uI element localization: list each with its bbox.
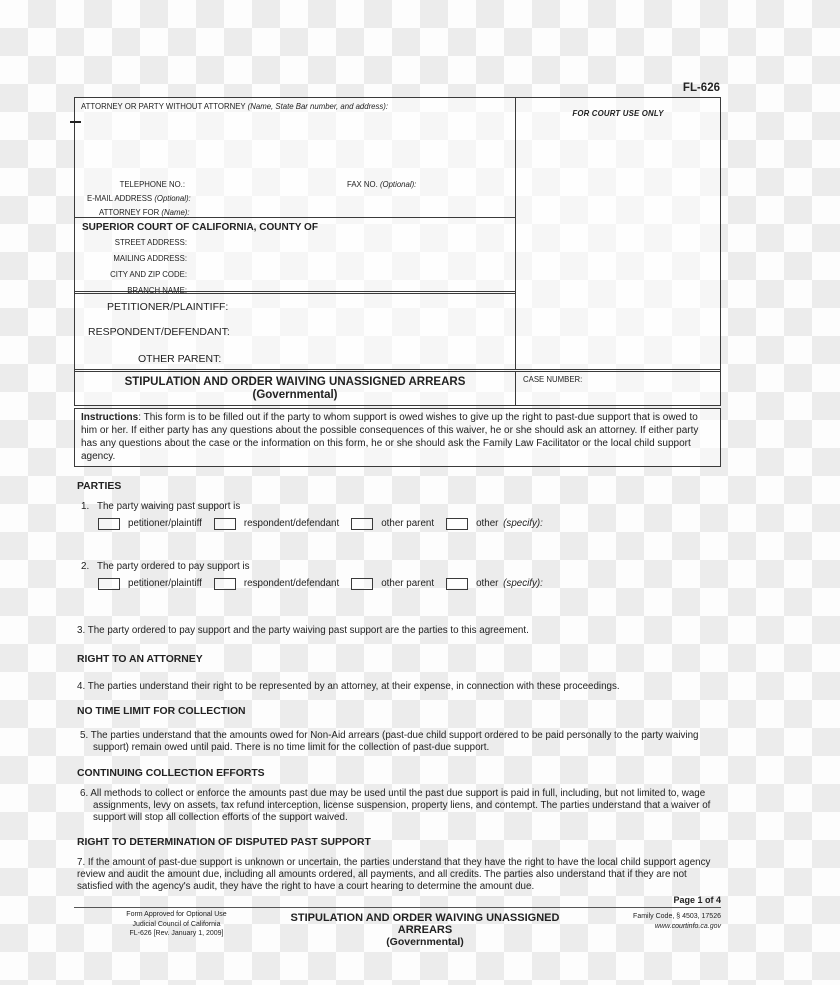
checkbox-label-other: other (specify):	[476, 517, 543, 529]
checkbox-label-respondent-defendant: respondent/defendant	[243, 517, 340, 529]
court-address-box	[75, 218, 515, 294]
heading-continuing-collection: CONTINUING COLLECTION EFFORTS	[77, 768, 265, 779]
form-number: FL-626	[682, 82, 720, 94]
telephone-fax-row	[75, 180, 515, 189]
checkbox-respondent-defendant[interactable]	[214, 518, 236, 530]
court-name: SUPERIOR COURT OF CALIFORNIA, COUNTY OF	[82, 222, 318, 233]
mailing-address-label: MAILING ADDRESS:	[113, 254, 187, 263]
checkbox-other[interactable]	[446, 578, 468, 590]
checkbox-label-other-parent: other parent	[381, 517, 435, 529]
instructions-label: Instructions	[81, 412, 139, 423]
item-2-checkbox-row	[77, 577, 719, 590]
footer-approval-line3: FL-626 [Rev. January 1, 2009]	[129, 930, 224, 937]
attorney-label-paren: (Name, State Bar number, and address):	[247, 102, 389, 111]
heading-no-time-limit: NO TIME LIMIT FOR COLLECTION	[77, 706, 246, 717]
header-left-column	[75, 98, 516, 369]
checkbox-label-respondent-defendant: respondent/defendant	[243, 577, 340, 589]
footer-title-block	[279, 910, 571, 948]
footer-rule	[74, 907, 721, 908]
footer-approval-block	[74, 910, 279, 948]
item-2	[77, 561, 719, 573]
street-address-label: STREET ADDRESS:	[114, 238, 187, 247]
item-1-text: The party waiving past support is	[97, 501, 241, 512]
heading-parties: PARTIES	[77, 481, 122, 492]
email-label: E-MAIL ADDRESS (Optional):	[87, 194, 191, 203]
item-7: 7. If the amount of past-due support is unknown or uncertain, the parties understand that they have the right to have the local child support agency review and audit the amount due, including all amounts ordered, all payments, and all credits. The parties also understand that if they are not satisfied with the agency's audit, they have the right to have a court hearing to determine the amount due.	[77, 857, 711, 892]
telephone-label: TELEPHONE NO.:	[119, 180, 185, 189]
checkbox-label-petitioner-plaintiff: petitioner/plaintiff	[128, 517, 202, 529]
checkbox-other-parent[interactable]	[351, 518, 373, 530]
item-1	[77, 501, 719, 513]
for-court-use-only-label: FOR COURT USE ONLY	[572, 109, 664, 118]
form-subtitle: (Governmental)	[252, 389, 338, 401]
respondent-label: RESPONDENT/DEFENDANT:	[88, 326, 230, 338]
item-2-number: 2.	[81, 561, 90, 572]
court-address-labels	[75, 238, 515, 295]
instructions-text: : This form is to be filled out if the party to whom support is owed wishes to give up the right to past-due support that is owed to him or her. If either party has any questions about the possible consequences of this waiver, he or she should ask an attorney. If either party has any questions about the case or the information on this form, he or she should ask the Family Law Facilitator or the local child support agency.	[81, 412, 699, 462]
checkbox-respondent-defendant[interactable]	[214, 578, 236, 590]
item-6: 6. All methods to collect or enforce the amounts past due may be used until the past due support is paid in full, including, but not limited to, wage assignments, levy on assets, tax refund interception, license suspension, property liens, and contempt. The parties understand that a waiver of support will stop all collection efforts of the support waived.	[80, 788, 711, 823]
form-page	[74, 82, 721, 948]
footer-form-title: STIPULATION AND ORDER WAIVING UNASSIGNED ARREARS	[290, 912, 560, 936]
heading-right-to-attorney: RIGHT TO AN ATTORNEY	[77, 654, 203, 665]
item-4: 4. The parties understand their right to be represented by an attorney, at their expense, in connection with these proceedings.	[77, 681, 620, 692]
case-number-label: CASE NUMBER:	[523, 375, 583, 384]
footer-form-subtitle: (Governmental)	[386, 936, 464, 948]
page-footer	[74, 910, 721, 948]
checkbox-label-other-parent: other parent	[381, 577, 435, 589]
form-header-box	[74, 97, 721, 406]
checkbox-petitioner-plaintiff[interactable]	[98, 578, 120, 590]
checkbox-label-petitioner-plaintiff: petitioner/plaintiff	[128, 577, 202, 589]
checkbox-label-other: other (specify):	[476, 577, 543, 589]
court-use-cell	[516, 98, 720, 369]
page-number: Page 1 of 4	[673, 895, 721, 905]
form-body	[74, 481, 721, 893]
checkbox-other-parent[interactable]	[351, 578, 373, 590]
fax-label: FAX NO. (Optional):	[347, 180, 417, 189]
footer-approval-line2: Judicial Council of California	[132, 920, 221, 928]
attorney-label: ATTORNEY OR PARTY WITHOUT ATTORNEY (Name, State Bar number, and address):	[81, 102, 389, 111]
other-parent-label: OTHER PARENT:	[138, 353, 222, 365]
footer-approval-line1: Form Approved for Optional Use	[126, 911, 227, 918]
attorney-info-field[interactable]	[79, 128, 511, 173]
item-1-number: 1.	[81, 501, 90, 512]
form-title-cell	[75, 372, 516, 405]
stray-dash-mark	[70, 121, 81, 123]
attorney-for-label: ATTORNEY FOR (Name):	[99, 208, 190, 217]
branch-name-label: BRANCH NAME:	[127, 286, 187, 295]
party-names-box	[75, 294, 515, 369]
checkbox-petitioner-plaintiff[interactable]	[98, 518, 120, 530]
footer-code-reference: Family Code, § 4503, 17526	[633, 913, 721, 920]
item-2-text: The party ordered to pay support is	[97, 561, 250, 572]
checkbox-other[interactable]	[446, 518, 468, 530]
footer-website: www.courtinfo.ca.gov	[654, 922, 721, 930]
form-title: STIPULATION AND ORDER WAIVING UNASSIGNED ARREARS	[124, 376, 466, 388]
attorney-info-box	[75, 98, 515, 218]
item-3: 3. The party ordered to pay support and the party waiving past support are the parties to this agreement.	[77, 625, 529, 636]
case-number-cell	[516, 372, 720, 405]
city-zip-label: CITY AND ZIP CODE:	[110, 270, 187, 279]
item-1-checkbox-row	[77, 517, 719, 530]
petitioner-label: PETITIONER/PLAINTIFF:	[107, 301, 229, 313]
heading-disputed-past-support: RIGHT TO DETERMINATION OF DISPUTED PAST SUPPORT	[77, 837, 371, 848]
item-5: 5. The parties understand that the amounts owed for Non-Aid arrears (past-due child support ordered to be paid personally to the party waiving support) remain owed until paid. There is no time limit for the collection of past-due support.	[80, 730, 699, 753]
instructions-box	[74, 408, 721, 467]
footer-reference-block	[571, 910, 721, 948]
